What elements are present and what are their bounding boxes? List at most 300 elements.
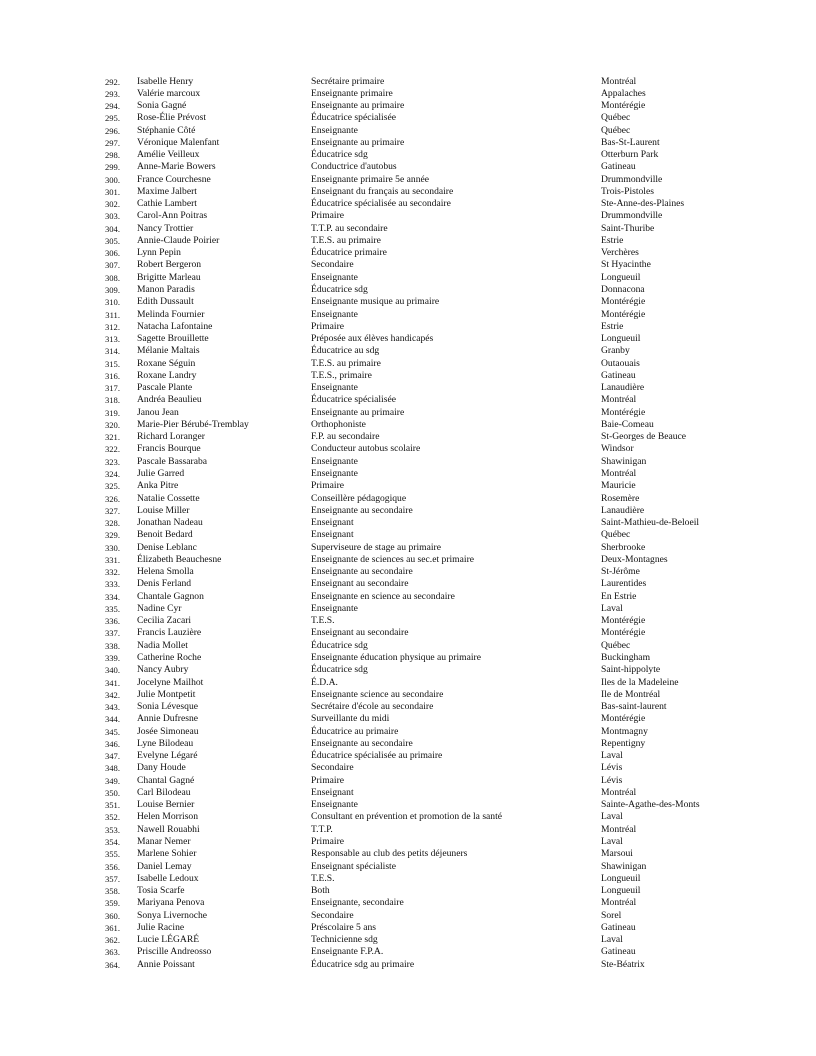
person-role: Enseignante au primaire (311, 100, 405, 112)
person-role: Enseignante (311, 124, 358, 136)
list-item (0, 505, 816, 517)
person-location: Lanaudière (601, 504, 645, 516)
person-role: Enseignante (311, 602, 358, 614)
person-role: Primaire (311, 835, 345, 847)
person-name: Sonia Lévesque (137, 701, 199, 713)
list-item (0, 517, 816, 529)
person-role: Préposée aux élèves handicapés (311, 333, 434, 345)
person-role: Responsable au club des petits déjeuners (311, 848, 468, 860)
person-name: Pascale Plante (137, 382, 193, 394)
person-location: Iles de la Madeleine (601, 676, 679, 688)
person-location: Longueuil (601, 885, 641, 897)
person-name: Julie Montpetit (137, 688, 196, 700)
entry-number: 334. (104, 591, 120, 602)
person-name: Francis Lauzière (137, 627, 202, 639)
person-role: Enseignante musique au primaire (311, 296, 440, 308)
list-item (0, 578, 816, 590)
list-item (0, 677, 816, 689)
person-location: Sainte-Agathe-des-Monts (601, 799, 700, 811)
entry-number: 293. (104, 88, 120, 99)
entry-number: 323. (104, 456, 120, 467)
person-location: Appalaches (601, 87, 646, 99)
person-role: Primaire (311, 320, 345, 332)
list-item (0, 664, 816, 676)
entry-number: 351. (104, 800, 120, 811)
person-role: Enseignante (311, 468, 358, 479)
person-location: Bas-saint-laurent (601, 701, 667, 713)
entry-number: 364. (104, 959, 120, 970)
person-role: T.E.S. (311, 872, 335, 884)
entry-number: 298. (104, 150, 120, 161)
person-role: T.E.S. au primaire (311, 357, 381, 369)
entry-number: 312. (104, 321, 120, 332)
person-role: Enseignante (311, 271, 358, 283)
person-location: Québec (601, 639, 631, 651)
person-location: Laval (601, 602, 623, 614)
entry-number: 354. (104, 836, 120, 847)
person-location: Drummondville (601, 173, 663, 185)
list-item (0, 566, 816, 578)
person-location: Deux-Montagnes (601, 553, 668, 565)
list-item (0, 137, 816, 149)
list-item (0, 603, 816, 615)
entry-number: 361. (104, 922, 120, 933)
entry-number: 341. (104, 677, 120, 688)
person-location: Québec (601, 529, 631, 541)
person-name: Véronique Malenfant (137, 136, 220, 148)
person-location: Montérégie (601, 627, 646, 639)
entry-number: 355. (104, 849, 120, 860)
list-item (0, 125, 816, 137)
person-location: Montréal (601, 394, 637, 406)
person-location: Sorel (601, 909, 622, 921)
entry-number: 339. (104, 652, 120, 663)
person-name: Anka Pitre (137, 480, 179, 492)
person-name: Cecilia Zacari (137, 615, 192, 627)
person-name: Marie-Pier Bérubé-Tremblay (137, 418, 249, 430)
person-role: Consultant en prévention et promotion de la santé (311, 811, 503, 823)
person-location: Montérégie (601, 308, 646, 320)
person-location: Ste-Anne-des-Plaines (601, 198, 685, 210)
person-role: Enseignante en science au secondaire (311, 590, 455, 602)
person-location: Longueuil (601, 872, 641, 884)
list-item (0, 946, 816, 958)
entry-number: 300. (104, 174, 120, 185)
person-name: Sonya Livernoche (137, 909, 208, 921)
entry-number: 327. (104, 505, 120, 516)
person-role: Enseignant spécialiste (311, 860, 396, 872)
list-item (0, 309, 816, 321)
person-location: Mauricie (601, 480, 636, 492)
person-name: Andréa Beaulieu (137, 394, 202, 406)
person-name: Valérie marcoux (137, 87, 201, 99)
person-location: Gatineau (601, 946, 636, 958)
list-item (0, 652, 816, 664)
person-name: Dany Houde (137, 762, 186, 774)
list-item (0, 247, 816, 259)
person-location: Québec (601, 112, 631, 124)
person-name: Marlene Sohier (137, 848, 197, 860)
person-role: Éducatrice spécialisée (311, 394, 396, 406)
person-name: Julie Racine (137, 921, 185, 933)
list-item (0, 910, 816, 922)
entry-number: 337. (104, 628, 120, 639)
entry-number: 359. (104, 898, 120, 909)
list-item (0, 934, 816, 946)
person-name: Manar Nemer (137, 835, 191, 847)
entry-number: 344. (104, 714, 120, 725)
person-role: Secondaire (311, 762, 354, 774)
person-name: Carol-Ann Poitras (137, 210, 208, 222)
person-role: Éducatrice primaire (311, 247, 387, 259)
list-item (0, 100, 816, 112)
person-name: Benoit Bedard (137, 529, 193, 541)
list-item (0, 480, 816, 492)
list-item (0, 848, 816, 860)
list-item (0, 198, 816, 210)
person-role: Secondaire (311, 259, 354, 271)
person-role: Éducatrice sdg (311, 639, 368, 651)
person-name: Chantale Gagnon (137, 590, 204, 602)
list-item (0, 235, 816, 247)
person-name: Julie Garred (137, 468, 185, 479)
person-name: Nancy Aubry (137, 664, 189, 676)
person-role: Enseignante (311, 799, 358, 811)
entry-number: 304. (104, 223, 120, 234)
list-item (0, 861, 816, 873)
list-item (0, 394, 816, 406)
list-item (0, 456, 816, 468)
list-item (0, 762, 816, 774)
entry-number: 347. (104, 751, 120, 762)
person-role: Éducatrice spécialisée au secondaire (311, 198, 451, 210)
list-item (0, 787, 816, 799)
person-location: Sherbrooke (601, 541, 646, 553)
entry-number: 343. (104, 702, 120, 713)
person-location: Rosemère (601, 492, 640, 504)
person-role: Orthophoniste (311, 418, 366, 430)
entry-number: 315. (104, 358, 120, 369)
entry-number: 336. (104, 616, 120, 627)
person-location: Donnacona (601, 284, 645, 296)
entry-number: 362. (104, 935, 120, 946)
person-name: Roxane Séguin (137, 357, 196, 369)
entry-number: 350. (104, 787, 120, 798)
person-role: Préscolaire 5 ans (311, 921, 377, 933)
person-location: Lévis (601, 762, 623, 774)
list-item (0, 959, 816, 971)
person-name: Tosia Scarfe (137, 885, 185, 897)
person-location: Gatineau (601, 921, 636, 933)
person-location: Baie-Comeau (601, 418, 654, 430)
person-name: Amélie Veilleux (137, 149, 200, 161)
person-location: Granby (601, 345, 630, 357)
person-role: Enseignante (311, 455, 358, 467)
person-name: Anne-Marie Bowers (137, 161, 216, 173)
entry-number: 352. (104, 812, 120, 823)
person-role: Éducatrice sdg (311, 664, 368, 676)
person-role: Enseignant (311, 517, 354, 529)
person-location: Montréal (601, 823, 637, 835)
list-item (0, 689, 816, 701)
person-location: Montérégie (601, 100, 646, 112)
list-item (0, 885, 816, 897)
person-location: Longueuil (601, 333, 641, 345)
entry-number: 299. (104, 162, 120, 173)
person-location: Longueuil (601, 271, 641, 283)
person-role: T.E.S., primaire (311, 369, 372, 381)
entry-number: 360. (104, 910, 120, 921)
entry-number: 338. (104, 640, 120, 651)
person-location: Outaouais (601, 357, 640, 369)
person-role: Enseignante science au secondaire (311, 688, 444, 700)
list-item (0, 431, 816, 443)
person-location: Trois-Pistoles (601, 185, 654, 197)
person-role: É.D.A. (311, 676, 338, 688)
person-name: Roxane Landry (137, 369, 197, 381)
person-role: Éducatrice spécialisée au primaire (311, 750, 443, 762)
person-name: Nancy Trottier (137, 222, 194, 234)
person-location: Shawinigan (601, 455, 647, 467)
person-role: T.T.P. au secondaire (311, 222, 388, 234)
person-location: Marsoui (601, 848, 633, 860)
person-name: Mélanie Maltais (137, 345, 200, 357)
person-location: Saint-Thuribe (601, 222, 655, 234)
list-item (0, 419, 816, 431)
person-role: Enseignante primaire (311, 87, 393, 99)
person-role: Enseignant (311, 529, 354, 541)
person-role: Conductrice d'autobus (311, 161, 397, 173)
person-name: Maxime Jalbert (137, 185, 197, 197)
person-role: Technicienne sdg (311, 934, 378, 946)
entry-number: 303. (104, 211, 120, 222)
person-location: Saint-hippolyte (601, 664, 661, 676)
person-location: Laval (601, 934, 623, 946)
person-name: Nawell Rouabhi (137, 823, 200, 835)
person-role: Enseignant au secondaire (311, 578, 409, 590)
person-location: Laval (601, 811, 623, 823)
person-name: Stéphanie Côté (137, 124, 196, 136)
person-role: Both (311, 885, 330, 897)
person-role: Enseignant (311, 786, 354, 798)
person-name: Helen Morrison (137, 811, 199, 823)
person-name: Evelyne Légaré (137, 750, 198, 762)
entry-number: 353. (104, 824, 120, 835)
person-name: Denise Leblanc (137, 541, 197, 553)
person-name: Daniel Lemay (137, 860, 192, 872)
list-item (0, 701, 816, 713)
person-role: Enseignante F.P.A. (311, 946, 384, 958)
person-location: Otterburn Park (601, 149, 659, 161)
list-item (0, 799, 816, 811)
person-name: Annie Dufresne (137, 713, 199, 725)
list-item (0, 738, 816, 750)
entry-number: 335. (104, 603, 120, 614)
entry-number: 317. (104, 383, 120, 394)
list-item (0, 640, 816, 652)
person-role: Éducatrice au primaire (311, 725, 399, 737)
person-location: Montmagny (601, 725, 648, 737)
list-item (0, 750, 816, 762)
list-item (0, 811, 816, 823)
person-location: Estrie (601, 320, 624, 332)
person-name: Louise Miller (137, 504, 190, 516)
person-role: Primaire (311, 210, 345, 222)
entry-number: 324. (104, 469, 120, 479)
person-role: Conducteur autobus scolaire (311, 443, 421, 455)
entry-number: 332. (104, 567, 120, 578)
person-name: Robert Bergeron (137, 259, 202, 271)
list-item (0, 333, 816, 345)
list-item (0, 76, 816, 88)
person-role: Secondaire (311, 909, 354, 921)
person-name: Edith Dussault (137, 296, 194, 308)
entry-number: 308. (104, 272, 120, 283)
list-item (0, 88, 816, 100)
entry-number: 322. (104, 444, 120, 455)
entry-number: 357. (104, 873, 120, 884)
person-name: Élizabeth Beauchesne (137, 553, 222, 565)
list-item (0, 529, 816, 541)
list-item (0, 443, 816, 455)
person-role: Surveillante du midi (311, 713, 390, 725)
person-location: Montréal (601, 468, 637, 479)
person-name: Carl Bilodeau (137, 786, 191, 798)
person-role: F.P. au secondaire (311, 431, 380, 443)
entry-number: 340. (104, 665, 120, 676)
person-location: Ste-Béatrix (601, 958, 645, 970)
list-item (0, 358, 816, 370)
entry-number: 301. (104, 186, 120, 197)
person-location: Buckingham (601, 651, 651, 663)
person-location: Repentigny (601, 737, 646, 749)
list-item (0, 627, 816, 639)
person-role: Enseignante au primaire (311, 406, 405, 418)
person-name: Natacha Lafontaine (137, 320, 213, 332)
person-location: Lanaudière (601, 382, 645, 394)
list-item (0, 726, 816, 738)
entry-number: 329. (104, 530, 120, 541)
entry-number: 349. (104, 775, 120, 786)
person-role: Éducatrice sdg (311, 149, 368, 161)
person-name: Nadia Mollet (137, 639, 188, 651)
entry-number: 307. (104, 260, 120, 271)
list-item (0, 713, 816, 725)
person-name: Jocelyne Mailhot (137, 676, 204, 688)
entry-number: 309. (104, 285, 120, 296)
list-item (0, 161, 816, 173)
person-role: Secrétaire primaire (311, 75, 385, 87)
person-name: Manon Paradis (137, 284, 195, 296)
person-role: Enseignante au primaire (311, 136, 405, 148)
entry-number: 292. (104, 76, 120, 87)
list-item (0, 321, 816, 333)
signatory-list (0, 76, 816, 971)
entry-number: 311. (105, 309, 120, 320)
person-name: Pascale Bassaraba (137, 455, 208, 467)
person-name: Lucie LÉGARÉ (137, 934, 200, 946)
person-location: Montréal (601, 897, 637, 909)
person-name: Sonia Gagné (137, 100, 187, 112)
list-item (0, 149, 816, 161)
person-name: Isabelle Ledoux (137, 872, 199, 884)
person-role: Enseignant du français au secondaire (311, 185, 454, 197)
entry-number: 316. (104, 370, 120, 381)
list-item (0, 615, 816, 627)
person-role: Enseignant au secondaire (311, 627, 409, 639)
entry-number: 342. (104, 689, 120, 700)
list-item (0, 407, 816, 419)
person-role: Enseignante éducation physique au primaire (311, 651, 481, 663)
person-name: Louise Bernier (137, 799, 195, 811)
person-location: Ile de Montréal (601, 688, 661, 700)
entry-number: 314. (104, 346, 120, 357)
list-item (0, 186, 816, 198)
list-item (0, 468, 816, 480)
person-name: Catherine Roche (137, 651, 202, 663)
entry-number: 348. (104, 763, 120, 774)
person-role: Enseignante de sciences au sec.et primaire (311, 553, 475, 565)
list-item (0, 542, 816, 554)
list-item (0, 493, 816, 505)
person-location: Bas-St-Laurent (601, 136, 660, 148)
entry-number: 313. (104, 334, 120, 345)
person-name: Chantal Gagné (137, 774, 195, 786)
person-location: Verchères (601, 247, 639, 259)
person-location: Laval (601, 750, 623, 762)
person-location: Drummondville (601, 210, 663, 222)
person-location: St-Georges de Beauce (601, 431, 687, 443)
person-name: Cathie Lambert (137, 198, 197, 210)
entry-number: 346. (104, 738, 120, 749)
person-name: Nadine Cyr (137, 602, 182, 614)
list-item (0, 836, 816, 848)
person-name: Janou Jean (137, 406, 179, 418)
person-role: Éducatrice spécialisée (311, 112, 396, 124)
person-location: Laurentides (601, 578, 647, 590)
entry-number: 305. (104, 235, 120, 246)
list-item (0, 922, 816, 934)
person-role: Éducatrice sdg (311, 284, 368, 296)
list-item (0, 775, 816, 787)
person-name: Lyne Bilodeau (137, 737, 194, 749)
person-name: Denis Ferland (137, 578, 192, 590)
entry-number: 331. (104, 554, 120, 565)
person-name: Sagette Brouillette (137, 333, 209, 345)
person-role: T.E.S. (311, 615, 335, 627)
person-location: Québec (601, 124, 631, 136)
list-item (0, 210, 816, 222)
person-location: Montérégie (601, 296, 646, 308)
person-role: Secrétaire d'école au secondaire (311, 701, 434, 713)
person-location: Estrie (601, 234, 624, 246)
entry-number: 310. (104, 297, 120, 308)
person-name: Melinda Fournier (137, 308, 205, 320)
list-item (0, 382, 816, 394)
person-name: Annie Poissant (137, 958, 195, 970)
person-name: Josée Simoneau (137, 725, 199, 737)
person-role: Enseignante primaire 5e année (311, 173, 430, 185)
person-location: Montréal (601, 786, 637, 798)
entry-number: 333. (104, 579, 120, 590)
person-role: Éducatrice sdg au primaire (311, 958, 415, 970)
person-role: Enseignante, secondaire (311, 897, 404, 909)
person-name: Annie-Claude Poirier (137, 234, 220, 246)
person-location: Montérégie (601, 713, 646, 725)
person-location: Montérégie (601, 406, 646, 418)
person-role: Enseignante au secondaire (311, 504, 413, 516)
person-name: Natalie Cossette (137, 492, 200, 504)
